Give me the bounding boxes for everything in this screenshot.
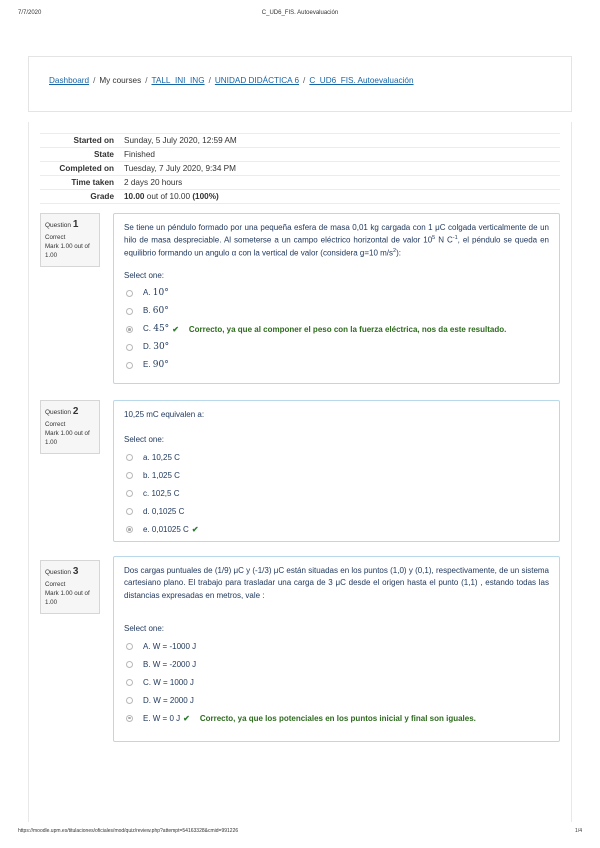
question-text: 10,25 mC equivalen a: bbox=[124, 410, 205, 419]
radio-button[interactable] bbox=[126, 454, 133, 461]
radio-button[interactable] bbox=[126, 490, 133, 497]
print-header bbox=[18, 10, 582, 20]
answer-option[interactable]: B. 60° bbox=[124, 302, 549, 320]
check-icon: ✔ bbox=[172, 324, 179, 334]
breadcrumb-separator: / bbox=[208, 76, 211, 85]
print-page-number: 1/4 bbox=[575, 828, 582, 834]
radio-button[interactable] bbox=[126, 308, 133, 315]
answer-option[interactable]: c. 102,5 C bbox=[124, 484, 549, 502]
radio-button[interactable] bbox=[126, 697, 133, 704]
summary-grade-value bbox=[122, 190, 560, 204]
question-status: Correct bbox=[45, 580, 66, 588]
radio-button[interactable] bbox=[126, 362, 133, 369]
answer-option[interactable]: D. W = 2000 J bbox=[124, 691, 549, 709]
print-footer bbox=[18, 828, 582, 838]
question-number: Question 3 bbox=[45, 566, 79, 577]
breadcrumb-separator: / bbox=[145, 76, 148, 85]
question-mark: Mark 1.00 out of 1.00 bbox=[45, 430, 90, 447]
breadcrumb-unit[interactable]: UNIDAD DIDÁCTICA 6 bbox=[214, 76, 300, 85]
answer-option[interactable]: E. 90° bbox=[124, 356, 549, 374]
breadcrumb-separator: / bbox=[303, 76, 306, 85]
select-one-label: Select one: bbox=[124, 271, 165, 281]
summary-label: State bbox=[93, 150, 114, 159]
summary-value: Tuesday, 7 July 2020, 9:34 PM bbox=[124, 164, 236, 173]
breadcrumb-separator: / bbox=[93, 76, 96, 85]
summary-value: Finished bbox=[124, 150, 155, 159]
check-icon: ✔ bbox=[191, 524, 199, 534]
summary-label: Time taken bbox=[71, 178, 114, 187]
radio-button[interactable] bbox=[126, 290, 133, 297]
question-number: Question 2 bbox=[45, 406, 79, 417]
question-text: Se tiene un péndulo formado por una pequeña esfera de masa 0,01 kg cargada con 1 μC colgada verticalmente de un hilo de masa despreciable. Al someterse a un campo eléctrico horizontal de valor $10^5$ N $C^{-1}$, el péndulo se queda en equilibrio formando un angulo α con la vertical de valor (considera g=10 $m/s^2$): bbox=[124, 223, 550, 259]
summary-value: Sunday, 5 July 2020, 12:59 AM bbox=[124, 136, 237, 145]
radio-button[interactable] bbox=[126, 508, 133, 515]
question-content-1 bbox=[113, 213, 560, 384]
grade-rest: out of 10.00 bbox=[146, 192, 191, 201]
summary-row-started bbox=[40, 134, 560, 148]
summary-label: Grade bbox=[90, 192, 114, 201]
answer-option[interactable]: B. W = -2000 J bbox=[124, 655, 549, 673]
attempt-summary-table bbox=[40, 133, 560, 204]
radio-button[interactable] bbox=[126, 344, 133, 351]
question-content-3 bbox=[113, 556, 560, 742]
question-status: Correct bbox=[45, 420, 66, 428]
grade-score: 10.00 bbox=[124, 192, 145, 201]
summary-value: 2 days 20 hours bbox=[124, 178, 183, 187]
radio-button-checked[interactable] bbox=[126, 526, 133, 533]
question-text: Dos cargas puntuales de (1/9) μC y (-1/3) μC están situadas en los puntos (1,0) y (0,1), respectivamente, de un sistema cartesiano plano. El trabajo para trasladar una carga de 3 μC desde el origen hasta el punto (1,1) , estando todas las distancias expresadas en metros, vale : bbox=[124, 566, 549, 600]
summary-label: Started on bbox=[73, 136, 114, 145]
radio-button-checked[interactable] bbox=[126, 715, 133, 722]
select-one-label: Select one: bbox=[124, 435, 165, 445]
breadcrumb-my-courses: My courses bbox=[99, 76, 142, 85]
answer-option[interactable]: D. 30° bbox=[124, 338, 549, 356]
question-info-3 bbox=[40, 560, 100, 614]
answer-option-selected[interactable]: C. 45° ✔ Correcto, ya que al componer el peso con la fuerza eléctrica, nos da este resultado. bbox=[124, 320, 549, 338]
breadcrumb-course[interactable]: TALL_INI_ING bbox=[151, 76, 205, 85]
radio-button[interactable] bbox=[126, 643, 133, 650]
answer-option[interactable]: b. 1,025 C bbox=[124, 466, 549, 484]
answer-option[interactable]: A. W = -1000 J bbox=[124, 637, 549, 655]
summary-row-grade bbox=[40, 190, 560, 204]
answer-option[interactable]: d. 0,1025 C bbox=[124, 502, 549, 520]
question-mark: Mark 1.00 out of 1.00 bbox=[45, 243, 90, 260]
breadcrumb-container bbox=[28, 56, 572, 112]
question-info-1 bbox=[40, 213, 100, 267]
answer-option[interactable]: A. 10° bbox=[124, 284, 549, 302]
radio-button[interactable] bbox=[126, 661, 133, 668]
print-url: https://moodle.upm.es/titulaciones/oficiales/mod/quiz/review.php?attempt=54163328&cmid=991226 bbox=[18, 828, 239, 834]
answer-option[interactable]: C. W = 1000 J bbox=[124, 673, 549, 691]
answer-option-selected[interactable]: e. 0,01025 C ✔ bbox=[124, 520, 549, 538]
radio-button-checked[interactable] bbox=[126, 326, 133, 333]
question-status: Correct bbox=[45, 233, 66, 241]
select-one-label: Select one: bbox=[124, 624, 165, 634]
summary-row-time-taken bbox=[40, 176, 560, 190]
answer-option-selected[interactable]: E. W = 0 J ✔ Correcto, ya que los potenciales en los puntos inicial y final son iguales. bbox=[124, 709, 549, 727]
summary-row-completed bbox=[40, 162, 560, 176]
print-date: 7/7/2020 bbox=[18, 10, 42, 16]
question-number: Question 1 bbox=[45, 219, 79, 230]
summary-label: Completed on bbox=[59, 164, 114, 173]
radio-button[interactable] bbox=[126, 679, 133, 686]
radio-button[interactable] bbox=[126, 472, 133, 479]
answer-option[interactable]: a. 10,25 C bbox=[124, 448, 549, 466]
breadcrumb-quiz[interactable]: C_UD6_FIS. Autoevaluación bbox=[309, 76, 414, 85]
answer-feedback: Correcto, ya que al componer el peso con la fuerza eléctrica, nos da este resultado. bbox=[188, 324, 507, 334]
breadcrumb-dashboard[interactable]: Dashboard bbox=[49, 76, 90, 85]
answer-feedback: Correcto, ya que los potenciales en los puntos inicial y final son iguales. bbox=[199, 713, 476, 723]
check-icon: ✔ bbox=[183, 713, 190, 723]
question-mark: Mark 1.00 out of 1.00 bbox=[45, 590, 90, 607]
question-info-2 bbox=[40, 400, 100, 454]
print-title: C_UD6_FIS. Autoevaluación bbox=[261, 10, 339, 16]
question-content-2 bbox=[113, 400, 560, 542]
grade-percent: (100%) bbox=[192, 192, 219, 201]
summary-row-state bbox=[40, 148, 560, 162]
breadcrumb bbox=[49, 76, 414, 85]
